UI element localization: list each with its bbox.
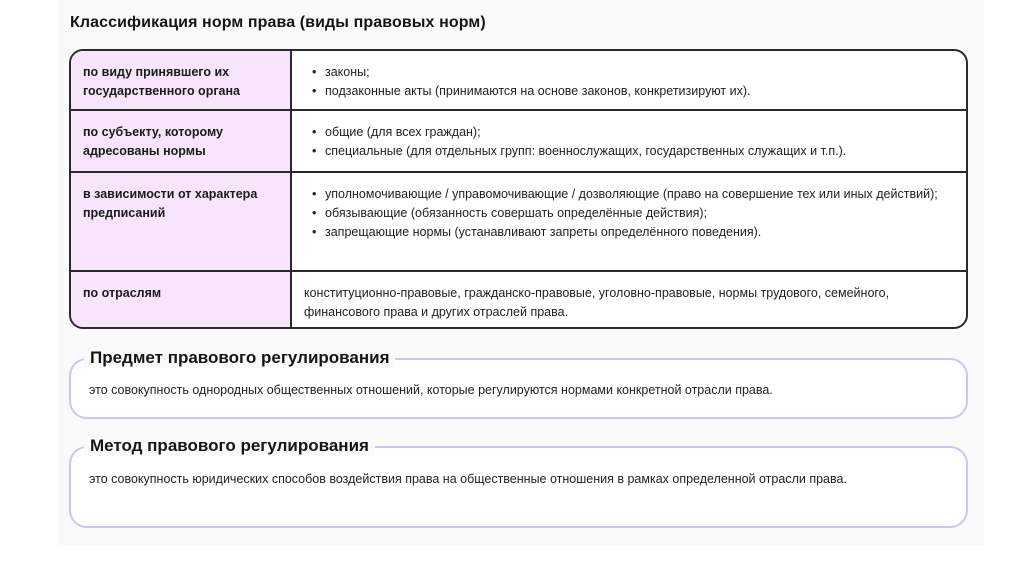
list-item: • подзаконные акты (принимаются на основе законов, конкретизируют их). (312, 82, 956, 101)
table-row (71, 270, 966, 329)
list-item: • обязывающие (обязанность совершать определённые действия); (312, 204, 942, 223)
row-header (71, 111, 292, 171)
list-item: • законы; (312, 63, 956, 82)
table-row (71, 109, 966, 171)
table-row (71, 51, 966, 109)
row-content (292, 51, 966, 109)
row-content (292, 173, 966, 270)
method-heading: Метод правового регулирования (84, 436, 375, 456)
page-title: Классификация норм права (виды правовых норм) (70, 14, 486, 31)
method-definition-text: это совокупность юридических способов воздействия права на общественные отношения в рамках определенной отрасли права. (89, 472, 847, 486)
row-header (71, 51, 292, 109)
row-header (71, 272, 292, 329)
row-header-label: в зависимости от характера предписаний (83, 187, 258, 220)
row-header-label: по виду принявшего их государственного органа (83, 65, 240, 98)
list-item: • запрещающие нормы (устанавливают запреты определённого поведения). (312, 223, 942, 242)
row-header (71, 173, 292, 270)
row-header-label: по отраслям (83, 286, 162, 300)
row-content (292, 272, 966, 329)
bullet-list (312, 185, 942, 242)
bullet-list (312, 63, 956, 101)
classification-table (69, 49, 968, 329)
table-row (71, 171, 966, 270)
row-header-label: по субъекту, которому адресованы нормы (83, 125, 223, 158)
bullet-list (312, 123, 956, 161)
subject-heading: Предмет правового регулирования (84, 348, 395, 368)
list-item: • общие (для всех граждан); (312, 123, 956, 142)
list-item: • уполномочивающие / управомочивающие / дозволяющие (право на совершение тех или иных действий); (312, 185, 942, 204)
subject-definition-text: это совокупность однородных общественных отношений, которые регулируются нормами конкретной отрасли права. (89, 383, 773, 397)
row-text: конституционно-правовые, гражданско-правовые, уголовно-правовые, нормы трудового, семейного, финансового права и других отраслей права. (304, 286, 890, 319)
row-content (292, 111, 966, 171)
list-item: • специальные (для отдельных групп: военнослужащих, государственных служащих и т.п.). (312, 142, 956, 161)
method-definition-box (69, 446, 968, 528)
